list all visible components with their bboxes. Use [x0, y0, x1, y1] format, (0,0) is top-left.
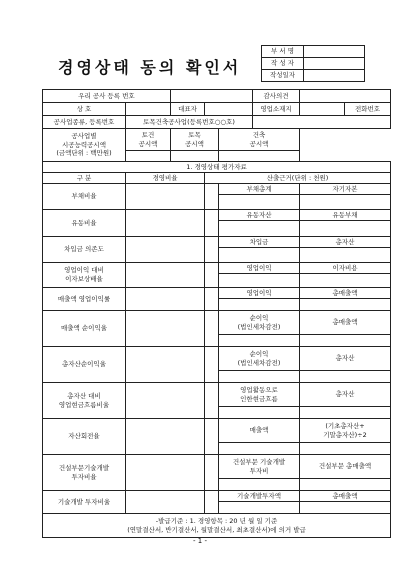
ratio-field[interactable]	[126, 491, 205, 514]
basis-value-2[interactable]	[300, 335, 391, 347]
basis-value-2[interactable]	[300, 195, 391, 210]
main-form-table	[42, 89, 391, 538]
basis-value-1[interactable]	[219, 502, 300, 514]
business-type-label: 공사업종류, 등록번호	[43, 116, 126, 129]
section-title: 1. 경영상태 평가자료	[43, 162, 391, 173]
row-name-line2: 이자보상배율	[65, 275, 103, 283]
row-name-line1: 영업이익 대비	[64, 266, 104, 275]
basis-spacer	[205, 347, 219, 383]
basis-spacer	[205, 288, 219, 311]
phone-label: 전화번호	[345, 103, 391, 116]
basis-value-1[interactable]	[219, 443, 300, 455]
basis-label-line1: 순이익	[249, 349, 269, 358]
row-name-line1: 건설부문기술개발	[58, 463, 110, 472]
basis-value-1[interactable]	[219, 299, 300, 311]
issuance-note-line1: -발급기준 : 1. 경영항목 : 20 년 월 일 기준	[155, 516, 278, 525]
basis-label-1: 영업이익	[219, 288, 300, 299]
basis-label-line2: (법인세차감전)	[237, 322, 281, 331]
basis-spacer	[205, 263, 219, 288]
basis-label-2: 총매출액	[300, 311, 391, 335]
ceo-label: 대표자	[171, 103, 205, 116]
basis-value-2[interactable]	[300, 221, 391, 237]
company-label: 상 호	[43, 103, 126, 116]
row-name	[43, 263, 126, 288]
basis-label-line2: 기말총자산)÷2	[323, 430, 367, 439]
issuance-note	[43, 514, 391, 538]
cap-col-sublabel: 공시액	[185, 139, 204, 148]
row-name-line2: 투자비율	[71, 472, 97, 481]
company-field[interactable]	[126, 103, 171, 116]
row-name: 자산회전율	[43, 419, 126, 455]
basis-value-1[interactable]	[219, 335, 300, 347]
ceo-field[interactable]	[205, 103, 253, 116]
basis-value-2[interactable]	[300, 248, 391, 263]
row-name	[43, 455, 126, 491]
basis-value-2[interactable]	[300, 299, 391, 311]
cap-col-sublabel: 공시액	[249, 139, 269, 148]
basis-value-2[interactable]	[300, 407, 391, 419]
capacity-label	[43, 129, 126, 162]
basis-value-2[interactable]	[300, 371, 391, 383]
header-basis: 산출근거(단위 : 천원)	[205, 173, 391, 184]
basis-spacer	[205, 383, 219, 419]
row-name-line2: 영업현금흐름비율	[58, 400, 110, 409]
basis-value-1[interactable]	[219, 371, 300, 383]
row-name: 매출액 영업이익률	[43, 288, 126, 311]
header-category: 구 분	[43, 173, 126, 184]
basis-label-2: 유동부채	[300, 210, 391, 221]
capacity-col-civil	[171, 129, 219, 151]
basis-value-1[interactable]	[219, 248, 300, 263]
basis-label-line1: 건설부문 기술개발	[232, 457, 286, 466]
basis-label-1	[219, 383, 300, 407]
basis-value-2[interactable]	[300, 443, 391, 455]
basis-value-1[interactable]	[219, 407, 300, 419]
location-label: 영업소재지	[253, 103, 300, 116]
basis-label-line1: (기초총자산+	[325, 421, 365, 430]
capacity-label-line1: 공사업별	[71, 131, 97, 140]
reg-no-label: 우리 공사 등록 번호	[43, 90, 171, 103]
ratio-field[interactable]	[126, 288, 205, 311]
capacity-blank	[300, 129, 391, 162]
basis-label-2: 총자산	[300, 383, 391, 407]
ratio-field[interactable]	[126, 419, 205, 455]
row-name: 기술개발 투자비율	[43, 491, 126, 514]
ratio-field[interactable]	[126, 455, 205, 491]
cap-col-label: 건축	[252, 130, 266, 139]
cap-col-sublabel: 공시액	[138, 139, 158, 148]
basis-value-1[interactable]	[219, 195, 300, 210]
basis-value-1[interactable]	[219, 221, 300, 237]
basis-label-2: 건설부문 총매출액	[300, 455, 391, 479]
basis-label-1: 부채총계	[219, 184, 300, 195]
basis-label-1	[219, 455, 300, 479]
basis-label-line2: (법인세차감전)	[237, 358, 281, 367]
approval-field-dept[interactable]	[304, 46, 365, 58]
capacity-col-building	[219, 129, 300, 151]
basis-spacer	[205, 491, 219, 514]
approval-label-dept: 부 서 명	[262, 46, 304, 58]
ratio-field[interactable]	[126, 210, 205, 237]
row-name: 매출액 순이익율	[43, 311, 126, 347]
capacity-value-civil-building[interactable]	[126, 151, 171, 162]
basis-value-2[interactable]	[300, 502, 391, 514]
basis-label-1	[219, 311, 300, 335]
page-number: - 1 -	[193, 537, 207, 545]
basis-label-2: 이자비용	[300, 263, 391, 274]
basis-spacer	[205, 419, 219, 455]
ratio-field[interactable]	[126, 263, 205, 288]
basis-label-1: 기술개발투자액	[219, 491, 300, 502]
basis-label-line2: 투자비	[249, 466, 269, 475]
basis-label-2: 총매출액	[300, 491, 391, 502]
header-ratio: 경영비율	[126, 173, 205, 184]
cap-col-label: 토목	[188, 130, 201, 139]
document-title: 경영상태 동의 확인서	[58, 58, 242, 77]
approval-label-date: 작성일자	[262, 70, 304, 82]
capacity-col-civil-building	[126, 129, 171, 151]
basis-value-2[interactable]	[300, 479, 391, 491]
approval-table	[261, 45, 365, 82]
cap-col-label: 토건	[141, 130, 155, 139]
audit-field[interactable]	[300, 90, 391, 103]
row-name: 부채비율	[43, 184, 126, 210]
basis-label-2: 자기자본	[300, 184, 391, 195]
approval-field-author[interactable]	[304, 58, 365, 70]
basis-label-2: 총자산	[300, 347, 391, 371]
capacity-label-line2: 시공능력공시액	[62, 140, 106, 149]
basis-label-2: 총자산	[300, 237, 391, 248]
row-name: 유동비율	[43, 210, 126, 237]
row-name	[43, 383, 126, 419]
basis-value-1[interactable]	[219, 479, 300, 491]
row-name: 차입금 의존도	[43, 237, 126, 263]
row-name-line1: 총자산 대비	[67, 391, 101, 400]
basis-spacer	[205, 237, 219, 263]
basis-value-2[interactable]	[300, 274, 391, 288]
basis-label-1	[219, 347, 300, 371]
basis-spacer	[205, 184, 219, 210]
approval-label-author: 작 성 자	[262, 58, 304, 70]
basis-spacer	[205, 311, 219, 347]
audit-label: 감사의견	[253, 90, 300, 103]
ratio-field[interactable]	[126, 184, 205, 210]
basis-label-1: 매출액	[219, 419, 300, 443]
business-type-extra[interactable]	[253, 116, 391, 129]
basis-label-line2: 인한현금흐름	[240, 394, 278, 403]
capacity-value-building[interactable]	[219, 151, 300, 162]
basis-label-2	[300, 419, 391, 443]
basis-value-1[interactable]	[219, 274, 300, 288]
ratio-field[interactable]	[126, 347, 205, 383]
basis-label-1: 영업이익	[219, 263, 300, 274]
location-field[interactable]	[300, 103, 345, 116]
reg-no-field[interactable]	[171, 90, 253, 103]
basis-label-1: 유동자산	[219, 210, 300, 221]
basis-spacer	[205, 455, 219, 491]
issuance-note-line2: (연말결산서, 반기결산서, 월말결산서, 최초결산서)에 의거 발급	[127, 525, 306, 534]
ratio-field[interactable]	[126, 311, 205, 347]
ratio-field[interactable]	[126, 237, 205, 263]
business-type-value: 토목건축공사업(등록번호○○호)	[126, 116, 253, 129]
capacity-value-civil[interactable]	[171, 151, 219, 162]
basis-label-2: 총매출액	[300, 288, 391, 299]
approval-field-date[interactable]	[304, 70, 365, 82]
capacity-label-line3: (금액단위 : 백만원)	[56, 149, 112, 158]
basis-label-1: 차입금	[219, 237, 300, 248]
basis-label-line1: 영업활동으로	[240, 385, 278, 394]
basis-spacer	[205, 210, 219, 237]
row-name: 총자산순이익율	[43, 347, 126, 383]
basis-label-line1: 순이익	[249, 313, 269, 322]
ratio-field[interactable]	[126, 383, 205, 419]
